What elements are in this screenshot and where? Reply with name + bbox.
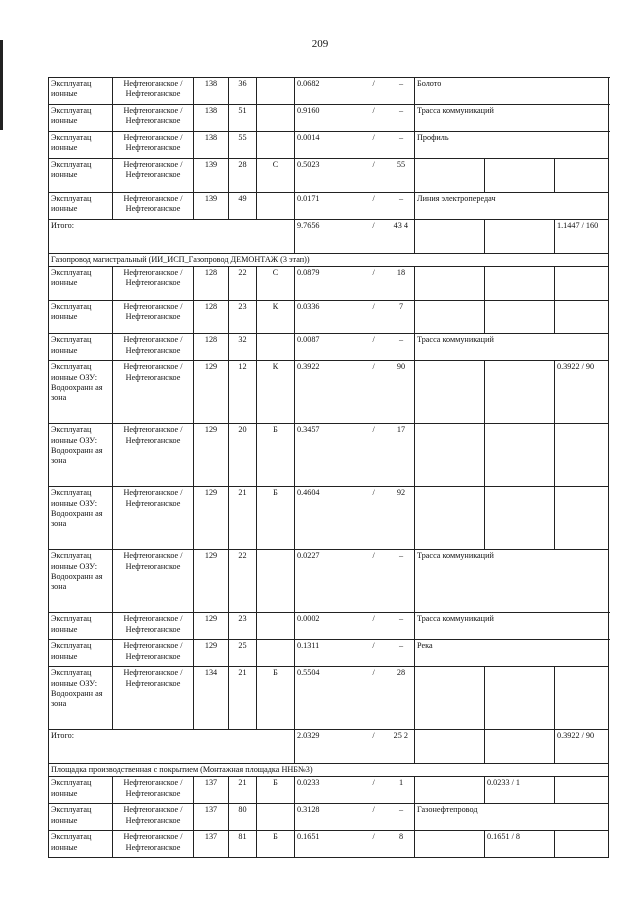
value-cell-1 xyxy=(415,831,485,858)
land-type: Эксплуатац ионные xyxy=(49,159,113,193)
slash-separator: / xyxy=(372,641,375,651)
table-row xyxy=(49,487,609,550)
plot-number: 51 xyxy=(229,105,257,132)
note-text: Профиль xyxy=(415,132,609,159)
tree-count: – xyxy=(398,614,404,624)
quarter-number: 137 xyxy=(194,831,229,858)
quarter-number: 139 xyxy=(194,192,229,219)
note-text: Трасса коммуникаций xyxy=(415,550,609,613)
land-type: Эксплуатац ионные xyxy=(49,78,113,105)
total-row xyxy=(49,730,609,764)
note-text: Газонефтепровод xyxy=(415,804,609,831)
page-number: 209 xyxy=(311,38,329,50)
locality: Нефтеюганское / Нефтеюганское xyxy=(113,831,194,858)
locality: Нефтеюганское / Нефтеюганское xyxy=(113,777,194,804)
value-cell-2 xyxy=(485,266,555,300)
category: К xyxy=(257,361,295,424)
tree-count: 43 4 xyxy=(393,220,408,230)
category xyxy=(257,640,295,667)
area-value: 0.4604 xyxy=(297,488,320,498)
area-cell xyxy=(295,831,415,858)
category: Б xyxy=(257,667,295,730)
area-wrap xyxy=(297,133,412,143)
note-text: Трасса коммуникаций xyxy=(415,105,609,132)
note-text: Болото xyxy=(415,78,609,105)
table-row xyxy=(49,132,609,159)
table-row xyxy=(49,266,609,300)
plot-number: 21 xyxy=(229,777,257,804)
value-cell-1 xyxy=(415,730,485,764)
category xyxy=(257,334,295,361)
quarter-number: 138 xyxy=(194,132,229,159)
area-cell xyxy=(295,132,415,159)
land-type: Эксплуатац ионные ОЗУ: Водоохранн ая зона xyxy=(49,361,113,424)
land-type: Эксплуатац ионные xyxy=(49,300,113,334)
quarter-number: 129 xyxy=(194,613,229,640)
value-cell-2 xyxy=(485,361,555,424)
table-row xyxy=(49,667,609,730)
slash-separator: / xyxy=(372,220,375,230)
area-wrap xyxy=(297,488,412,498)
land-type: Эксплуатац ионные xyxy=(49,831,113,858)
category: С xyxy=(257,266,295,300)
area-wrap xyxy=(297,425,412,435)
area-wrap xyxy=(297,302,412,312)
value-cell-2 xyxy=(485,219,555,253)
area-value: 9.7656 xyxy=(297,220,320,230)
slash-separator: / xyxy=(372,488,375,498)
slash-separator: / xyxy=(372,335,375,345)
quarter-number: 128 xyxy=(194,266,229,300)
value-cell-1 xyxy=(415,300,485,334)
area-cell xyxy=(295,266,415,300)
value-cell-2 xyxy=(485,667,555,730)
locality: Нефтеюганское / Нефтеюганское xyxy=(113,487,194,550)
locality: Нефтеюганское / Нефтеюганское xyxy=(113,613,194,640)
locality: Нефтеюганское / Нефтеюганское xyxy=(113,424,194,487)
land-type: Эксплуатац ионные xyxy=(49,192,113,219)
slash-separator: / xyxy=(372,778,375,788)
quarter-number: 129 xyxy=(194,361,229,424)
quarter-number: 128 xyxy=(194,300,229,334)
area-value: 0.0002 xyxy=(297,614,320,624)
slash-separator: / xyxy=(372,193,375,203)
quarter-number: 129 xyxy=(194,640,229,667)
plot-number: 81 xyxy=(229,831,257,858)
area-value: 0.0087 xyxy=(297,335,320,345)
tree-count: 25 2 xyxy=(393,731,408,741)
table-row xyxy=(49,105,609,132)
area-wrap xyxy=(297,106,412,116)
value-cell-1 xyxy=(415,487,485,550)
category xyxy=(257,78,295,105)
slash-separator: / xyxy=(372,362,375,372)
table-row xyxy=(49,361,609,424)
area-value: 0.9160 xyxy=(297,106,320,115)
tree-count: 8 xyxy=(398,832,404,842)
slash-separator: / xyxy=(372,668,375,678)
value-cell-2 xyxy=(485,159,555,193)
tree-count: 18 xyxy=(396,267,406,277)
area-value: 0.3128 xyxy=(297,805,320,815)
value-cell-3 xyxy=(555,266,609,300)
land-type: Эксплуатац ионные ОЗУ: Водоохранн ая зона xyxy=(49,487,113,550)
value-cell-3 xyxy=(555,159,609,193)
area-value: 0.0171 xyxy=(297,193,320,203)
value-cell-1 xyxy=(415,777,485,804)
tree-count: – xyxy=(398,805,404,815)
slash-separator: / xyxy=(372,425,375,435)
area-value: 0.1651 xyxy=(297,832,320,842)
category: Б xyxy=(257,831,295,858)
slash-separator: / xyxy=(372,79,375,88)
value-cell-3: 0.3922 / 90 xyxy=(555,730,609,764)
value-cell-2: 0.0233 / 1 xyxy=(485,777,555,804)
table-row xyxy=(49,550,609,613)
value-cell-1 xyxy=(415,424,485,487)
area-cell xyxy=(295,78,415,105)
area-value: 0.0227 xyxy=(297,551,320,561)
tree-count: 7 xyxy=(398,301,404,311)
value-cell-1 xyxy=(415,361,485,424)
note-text: Линия электропередач xyxy=(415,192,609,219)
locality: Нефтеюганское / Нефтеюганское xyxy=(113,266,194,300)
slash-separator: / xyxy=(372,832,375,842)
tree-count: – xyxy=(398,133,404,142)
slash-separator: / xyxy=(372,614,375,624)
area-wrap xyxy=(297,362,412,372)
value-cell-1 xyxy=(415,159,485,193)
locality: Нефтеюганское / Нефтеюганское xyxy=(113,192,194,219)
area-cell xyxy=(295,777,415,804)
slash-separator: / xyxy=(372,133,375,142)
section-title: Газопровод магистральный (ИИ_ИСП_Газопровод ДЕМОНТАЖ (3 этап)) xyxy=(49,253,609,266)
value-cell-1 xyxy=(415,219,485,253)
area-cell xyxy=(295,667,415,730)
locality: Нефтеюганское / Нефтеюганское xyxy=(113,667,194,730)
area-wrap xyxy=(297,805,412,815)
plot-number: 21 xyxy=(229,487,257,550)
area-value: 0.5504 xyxy=(297,668,320,678)
plot-number: 55 xyxy=(229,132,257,159)
land-type: Эксплуатац ионные xyxy=(49,804,113,831)
value-cell-3 xyxy=(555,487,609,550)
table-row xyxy=(49,804,609,831)
quarter-number: 129 xyxy=(194,487,229,550)
area-wrap xyxy=(297,268,412,278)
category xyxy=(257,192,295,219)
tree-count: 55 xyxy=(396,160,406,169)
area-cell xyxy=(295,105,415,132)
value-cell-3 xyxy=(555,300,609,334)
category xyxy=(257,550,295,613)
tree-count: – xyxy=(398,193,404,203)
land-plots-table xyxy=(48,77,609,858)
land-type: Эксплуатац ионные xyxy=(49,105,113,132)
land-type: Эксплуатац ионные ОЗУ: Водоохранн ая зона xyxy=(49,550,113,613)
area-cell xyxy=(295,550,415,613)
locality: Нефтеюганское / Нефтеюганское xyxy=(113,132,194,159)
area-wrap xyxy=(297,194,412,204)
land-type: Эксплуатац ионные xyxy=(49,266,113,300)
tree-count: 28 xyxy=(396,668,406,678)
area-value: 0.5023 xyxy=(297,160,320,169)
quarter-number: 137 xyxy=(194,777,229,804)
value-cell-3 xyxy=(555,667,609,730)
quarter-number: 138 xyxy=(194,78,229,105)
area-cell xyxy=(295,300,415,334)
area-cell xyxy=(295,334,415,361)
area-wrap xyxy=(297,641,412,651)
category: К xyxy=(257,300,295,334)
plot-number: 49 xyxy=(229,192,257,219)
area-value: 0.0014 xyxy=(297,133,320,142)
locality: Нефтеюганское / Нефтеюганское xyxy=(113,105,194,132)
slash-separator: / xyxy=(372,160,375,169)
slash-separator: / xyxy=(372,106,375,115)
area-wrap xyxy=(297,614,412,624)
area-value: 2.0329 xyxy=(297,731,320,741)
tree-count: 1 xyxy=(398,778,404,788)
land-type: Эксплуатац ионные xyxy=(49,613,113,640)
locality: Нефтеюганское / Нефтеюганское xyxy=(113,804,194,831)
plot-number: 25 xyxy=(229,640,257,667)
value-cell-2 xyxy=(485,300,555,334)
category: Б xyxy=(257,424,295,487)
locality: Нефтеюганское / Нефтеюганское xyxy=(113,159,194,193)
category xyxy=(257,105,295,132)
area-cell xyxy=(295,804,415,831)
quarter-number: 128 xyxy=(194,334,229,361)
slash-separator: / xyxy=(372,301,375,311)
tree-count: 92 xyxy=(396,488,406,498)
slash-separator: / xyxy=(372,805,375,815)
category xyxy=(257,613,295,640)
area-value: 0.0233 xyxy=(297,778,320,788)
table-row xyxy=(49,640,609,667)
table-row xyxy=(49,78,609,105)
area-cell xyxy=(295,219,415,253)
table-row xyxy=(49,159,609,193)
value-cell-3: 1.1447 / 160 xyxy=(555,219,609,253)
margin-bar xyxy=(0,40,3,130)
area-value: 0.3922 xyxy=(297,362,320,372)
table-row xyxy=(49,334,609,361)
table-row xyxy=(49,192,609,219)
value-cell-1 xyxy=(415,266,485,300)
area-cell xyxy=(295,730,415,764)
value-cell-3: 0.3922 / 90 xyxy=(555,361,609,424)
area-wrap xyxy=(297,160,412,170)
table-row xyxy=(49,777,609,804)
note-text: Трасса коммуникаций xyxy=(415,334,609,361)
area-cell xyxy=(295,487,415,550)
total-label: Итого: xyxy=(49,219,295,253)
area-wrap xyxy=(297,832,412,842)
area-value: 0.1311 xyxy=(297,641,320,651)
value-cell-2 xyxy=(485,424,555,487)
area-cell xyxy=(295,424,415,487)
tree-count: – xyxy=(398,335,404,345)
plot-number: 22 xyxy=(229,266,257,300)
plot-number: 32 xyxy=(229,334,257,361)
tree-count: 17 xyxy=(396,425,406,435)
table-body xyxy=(49,78,609,858)
area-value: 0.0336 xyxy=(297,301,320,311)
value-cell-2 xyxy=(485,487,555,550)
area-wrap xyxy=(297,778,412,788)
plot-number: 80 xyxy=(229,804,257,831)
table-row xyxy=(49,831,609,858)
note-text: Трасса коммуникаций xyxy=(415,613,609,640)
area-value: 0.3457 xyxy=(297,425,320,435)
value-cell-3 xyxy=(555,831,609,858)
table-row xyxy=(49,300,609,334)
area-wrap xyxy=(297,335,412,345)
area-cell xyxy=(295,192,415,219)
area-value: 0.0879 xyxy=(297,267,320,277)
area-cell xyxy=(295,613,415,640)
quarter-number: 139 xyxy=(194,159,229,193)
plot-number: 23 xyxy=(229,613,257,640)
area-value: 0.0682 xyxy=(297,79,320,88)
land-type: Эксплуатац ионные xyxy=(49,777,113,804)
tree-count: 90 xyxy=(396,362,406,372)
slash-separator: / xyxy=(372,731,375,741)
quarter-number: 138 xyxy=(194,105,229,132)
area-wrap xyxy=(297,79,412,89)
category: Б xyxy=(257,487,295,550)
section-title: Площадка производственная с покрытием (Монтажная площадка ННБ№3) xyxy=(49,764,609,777)
category: С xyxy=(257,159,295,193)
quarter-number: 129 xyxy=(194,550,229,613)
area-wrap xyxy=(297,221,412,231)
tree-count: – xyxy=(398,551,404,561)
land-type: Эксплуатац ионные xyxy=(49,334,113,361)
tree-count: – xyxy=(398,106,404,115)
plot-number: 21 xyxy=(229,667,257,730)
table-row xyxy=(49,613,609,640)
plot-number: 23 xyxy=(229,300,257,334)
tree-count: – xyxy=(398,79,404,88)
land-type: Эксплуатац ионные xyxy=(49,640,113,667)
plot-number: 20 xyxy=(229,424,257,487)
slash-separator: / xyxy=(372,267,375,277)
slash-separator: / xyxy=(372,551,375,561)
locality: Нефтеюганское / Нефтеюганское xyxy=(113,300,194,334)
plot-number: 12 xyxy=(229,361,257,424)
table-row xyxy=(49,424,609,487)
category xyxy=(257,132,295,159)
category: Б xyxy=(257,777,295,804)
land-type: Эксплуатац ионные xyxy=(49,132,113,159)
value-cell-1 xyxy=(415,667,485,730)
locality: Нефтеюганское / Нефтеюганское xyxy=(113,640,194,667)
quarter-number: 134 xyxy=(194,667,229,730)
section-row xyxy=(49,764,609,777)
land-type: Эксплуатац ионные ОЗУ: Водоохранн ая зона xyxy=(49,424,113,487)
value-cell-2 xyxy=(485,730,555,764)
area-wrap xyxy=(297,668,412,678)
locality: Нефтеюганское / Нефтеюганское xyxy=(113,78,194,105)
value-cell-3 xyxy=(555,424,609,487)
plot-number: 28 xyxy=(229,159,257,193)
value-cell-3 xyxy=(555,777,609,804)
category xyxy=(257,804,295,831)
area-cell xyxy=(295,640,415,667)
land-type: Эксплуатац ионные ОЗУ: Водоохранн ая зона xyxy=(49,667,113,730)
plot-number: 36 xyxy=(229,78,257,105)
note-text: Река xyxy=(415,640,609,667)
area-wrap xyxy=(297,731,412,741)
plot-number: 22 xyxy=(229,550,257,613)
area-wrap xyxy=(297,551,412,561)
value-cell-2: 0.1651 / 8 xyxy=(485,831,555,858)
total-row xyxy=(49,219,609,253)
section-row xyxy=(49,253,609,266)
total-label: Итого: xyxy=(49,730,295,764)
tree-count: – xyxy=(398,641,404,651)
quarter-number: 137 xyxy=(194,804,229,831)
locality: Нефтеюганское / Нефтеюганское xyxy=(113,361,194,424)
locality: Нефтеюганское / Нефтеюганское xyxy=(113,550,194,613)
area-cell xyxy=(295,361,415,424)
area-cell xyxy=(295,159,415,193)
quarter-number: 129 xyxy=(194,424,229,487)
locality: Нефтеюганское / Нефтеюганское xyxy=(113,334,194,361)
